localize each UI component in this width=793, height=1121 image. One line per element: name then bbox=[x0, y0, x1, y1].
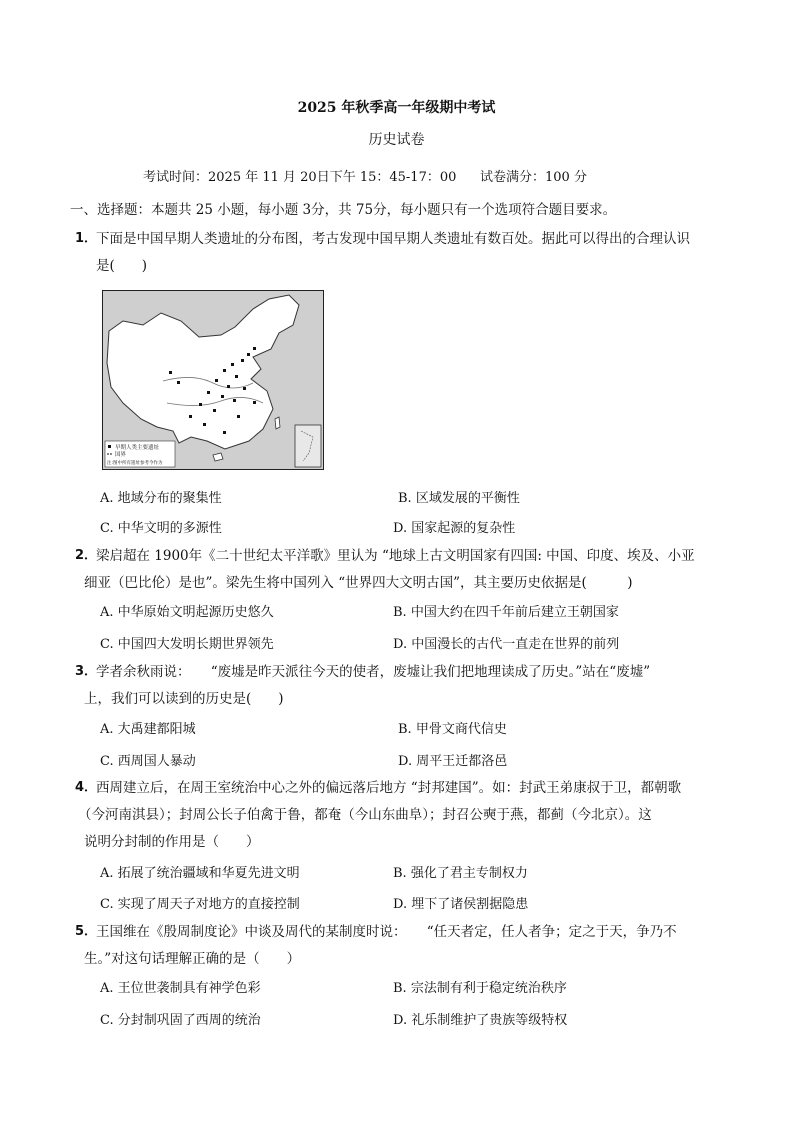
question-stem-line: 是( ) bbox=[96, 258, 148, 274]
option-c: C. 中国四大发明长期世界领先 bbox=[100, 637, 274, 652]
exam-time: 考试时间：2025 年 11 月 20日下午 15：45-17：00 bbox=[143, 170, 457, 185]
question-stem-line: 生。”对这句话理解正确的是（ ） bbox=[84, 951, 301, 967]
option-d: D. 埋下了诸侯割据隐患 bbox=[393, 897, 529, 912]
question-stem-line: 王国维在《殷周制度论》中谈及周代的某制度时说： “任天者定，任人者争；定之于天，争乃不 bbox=[96, 924, 677, 940]
option-c: C. 实现了周天子对地方的直接控制 bbox=[100, 897, 300, 912]
option-c: C. 中华文明的多源性 bbox=[100, 521, 222, 536]
question-stem-line: 上，我们可以读到的历史是( ) bbox=[84, 691, 284, 707]
question-number: 3． bbox=[75, 664, 98, 679]
full-score: 试卷满分：100 分 bbox=[480, 170, 587, 185]
map-legend-border: 国界 bbox=[115, 452, 127, 458]
option-d: D. 周平王迁都洛邑 bbox=[398, 754, 508, 769]
question-number: 1． bbox=[75, 231, 98, 246]
question-stem-line: 下面是中国早期人类遗址的分布图，考古发现中国早期人类遗址有数百处。据此可以得出的合理认识 bbox=[96, 231, 690, 247]
option-c: C. 分封制巩固了西周的统治 bbox=[100, 1013, 261, 1028]
option-a: A. 拓展了统治疆域和华夏先进文明 bbox=[100, 866, 300, 881]
question-number: 2． bbox=[75, 548, 98, 563]
exam-title: 2025 年秋季高一年级期中考试 bbox=[297, 100, 496, 116]
question-stem-line: 西周建立后，在周王室统治中心之外的偏远落后地方 “封邦建国”。如：封武王弟康叔于卫，都朝歌 bbox=[96, 780, 682, 796]
option-b: B. 宗法制有利于稳定统治秩序 bbox=[393, 981, 567, 996]
question-stem-line: 学者余秋雨说： “废墟是昨天派往今天的使者，废墟让我们把地理读成了历史。”站在“废墟” bbox=[96, 664, 651, 680]
option-d: D. 中国漫长的古代一直走在世界的前列 bbox=[393, 637, 620, 652]
option-a: A. 大禹建都阳城 bbox=[100, 722, 196, 737]
option-b: B. 强化了君主专制权力 bbox=[393, 866, 528, 881]
section-instructions: 一、选择题：本题共 25 小题，每小题 3分，共 75分，每小题只有一个选项符合题目要求。 bbox=[70, 202, 617, 218]
question-number: 5． bbox=[75, 924, 98, 939]
option-a: A. 中华原始文明起源历史悠久 bbox=[100, 605, 274, 620]
question-number: 4． bbox=[75, 780, 98, 795]
map-caption: 注:图中所有遗址参考今作为 bbox=[107, 461, 163, 466]
question-stem-line: 梁启超在 1900年《二十世纪太平洋歌》里认为 “地球上古文明国家有四国: 中国、印度、埃及、小亚 bbox=[96, 548, 695, 564]
china-map-graphic bbox=[103, 291, 323, 469]
option-d: D. 礼乐制维护了贵族等级特权 bbox=[393, 1013, 568, 1028]
option-a: A. 王位世袭制具有神学色彩 bbox=[100, 981, 261, 996]
map-legend-sites: 早期人类主要遗址 bbox=[115, 445, 160, 451]
question-stem-line: （今河南淇县）；封周公长子伯禽于鲁，都奄（今山东曲阜）；封召公奭于燕，都蓟（今北京）。这 bbox=[78, 807, 652, 823]
option-b: B. 区域发展的平衡性 bbox=[398, 491, 520, 506]
exam-subject: 历史试卷 bbox=[368, 132, 425, 148]
option-b: B. 甲骨文商代信史 bbox=[398, 722, 507, 737]
question-stem-line: 细亚（巴比伦）是也”。梁先生将中国列入 “世界四大文明古国”，其主要历史依据是( ) bbox=[84, 575, 633, 591]
option-c: C. 西周国人暴动 bbox=[100, 754, 196, 769]
option-a: A. 地域分布的聚集性 bbox=[100, 491, 222, 506]
option-d: D. 国家起源的复杂性 bbox=[393, 521, 516, 536]
early-human-sites-map bbox=[102, 290, 324, 470]
option-b: B. 中国大约在四千年前后建立王朝国家 bbox=[393, 605, 619, 620]
question-stem-line: 说明分封制的作用是（ ） bbox=[84, 834, 260, 850]
